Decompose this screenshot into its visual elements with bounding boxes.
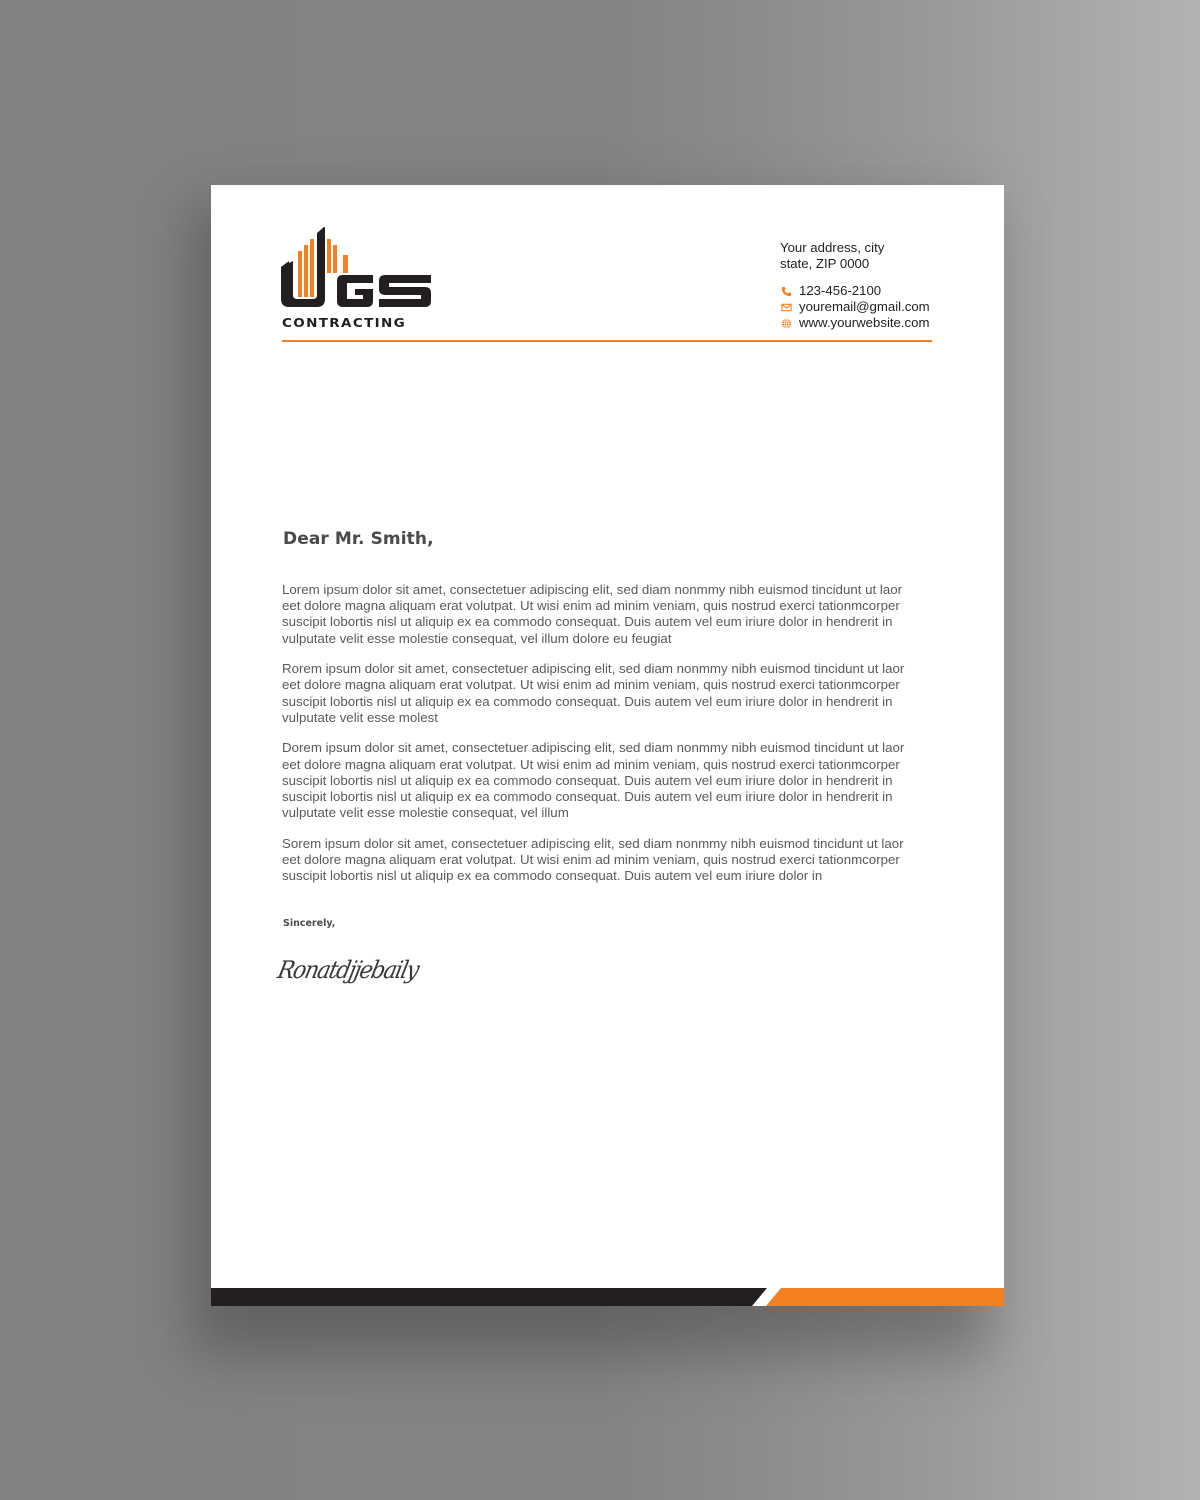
paragraph-3 bbox=[282, 740, 942, 821]
company-name: CONTRACTING bbox=[282, 316, 407, 331]
company-logo bbox=[281, 225, 433, 333]
paragraph-line: vulputate velit esse molest bbox=[282, 709, 438, 725]
signature: Ronatdjjebaily bbox=[275, 957, 421, 985]
paragraph-line: Dorem ipsum dolor sit amet, consectetuer adipiscing elit, sed diam nonmmy nibh euismod tincidunt ut laor bbox=[282, 740, 905, 756]
paragraph-2 bbox=[282, 661, 942, 726]
footer-bar-accent bbox=[766, 1288, 1004, 1306]
email-icon bbox=[780, 301, 792, 313]
contact-block bbox=[780, 240, 930, 331]
footer-bars bbox=[211, 1288, 1004, 1306]
paragraph-line: vulputate velit esse molestie consequat, vel illum bbox=[282, 805, 569, 821]
header-divider bbox=[282, 340, 932, 342]
paragraph-line: suscipit lobortis nisl ut aliquip ex ea commodo consequat. Duis autem vel eum iriure dolor in hendrerit in bbox=[282, 693, 893, 709]
address-line-2: state, ZIP 0000 bbox=[780, 256, 870, 271]
paragraph-line: eet dolore magna aliquam erat volutpat. Ut wisi enim ad minim veniam, quis nostrud exerci tationmcorper bbox=[282, 756, 900, 772]
phone-number: 123-456-2100 bbox=[799, 283, 882, 298]
paragraph-line: suscipit lobortis nisl ut aliquip ex ea commodo consequat. Duis autem vel eum iriure dolor in bbox=[282, 868, 823, 884]
paragraph-line: vulputate velit esse molestie consequat, vel illum dolore eu feugiat bbox=[282, 630, 672, 646]
paragraph-line: suscipit lobortis nisl ut aliquip ex ea commodo consequat. Duis autem vel eum iriure dolor in hendrerit in bbox=[282, 614, 893, 630]
website-row bbox=[780, 315, 930, 331]
paragraph-line: eet dolore magna aliquam erat volutpat. Ut wisi enim ad minim veniam, quis nostrud exerci tationmcorper bbox=[282, 598, 900, 614]
letterhead-page bbox=[211, 185, 1004, 1306]
paragraph-line: Sorem ipsum dolor sit amet, consectetuer adipiscing elit, sed diam nonmmy nibh euismod tincidunt ut laor bbox=[282, 835, 904, 851]
paragraph-1 bbox=[282, 582, 942, 647]
email-address: youremail@gmail.com bbox=[799, 299, 930, 314]
salutation: Dear Mr. Smith, bbox=[283, 529, 434, 549]
phone-icon bbox=[780, 285, 792, 297]
building-skyline-icon bbox=[281, 225, 433, 307]
paragraph-line: eet dolore magna aliquam erat volutpat. Ut wisi enim ad minim veniam, quis nostrud exerci tationmcorper bbox=[282, 677, 900, 693]
paragraph-line: suscipit lobortis nisl ut aliquip ex ea commodo consequat. Duis autem vel eum iriure dolor in hendrerit in bbox=[282, 772, 893, 788]
paragraph-line: eet dolore magna aliquam erat volutpat. Ut wisi enim ad minim veniam, quis nostrud exerci tationmcorper bbox=[282, 852, 900, 868]
email-row bbox=[780, 299, 930, 315]
footer-bar-dark bbox=[211, 1288, 767, 1306]
closing: Sincerely, bbox=[283, 918, 336, 929]
paragraph-line: Rorem ipsum dolor sit amet, consectetuer adipiscing elit, sed diam nonmmy nibh euismod tincidunt ut laor bbox=[282, 661, 905, 677]
paragraph-4 bbox=[282, 836, 942, 885]
paragraph-line: suscipit lobortis nisl ut aliquip ex ea commodo consequat. Duis autem vel eum iriure dolor in hendrerit in bbox=[282, 789, 893, 805]
paragraph-line: Lorem ipsum dolor sit amet, consectetuer adipiscing elit, sed diam nonmmy nibh euismod tincidunt ut laor bbox=[282, 582, 903, 597]
address-line-1: Your address, city bbox=[780, 240, 885, 255]
website-url: www.yourwebsite.com bbox=[799, 315, 930, 330]
phone-row bbox=[780, 283, 930, 299]
globe-icon bbox=[780, 317, 792, 329]
letter-body bbox=[282, 582, 942, 899]
